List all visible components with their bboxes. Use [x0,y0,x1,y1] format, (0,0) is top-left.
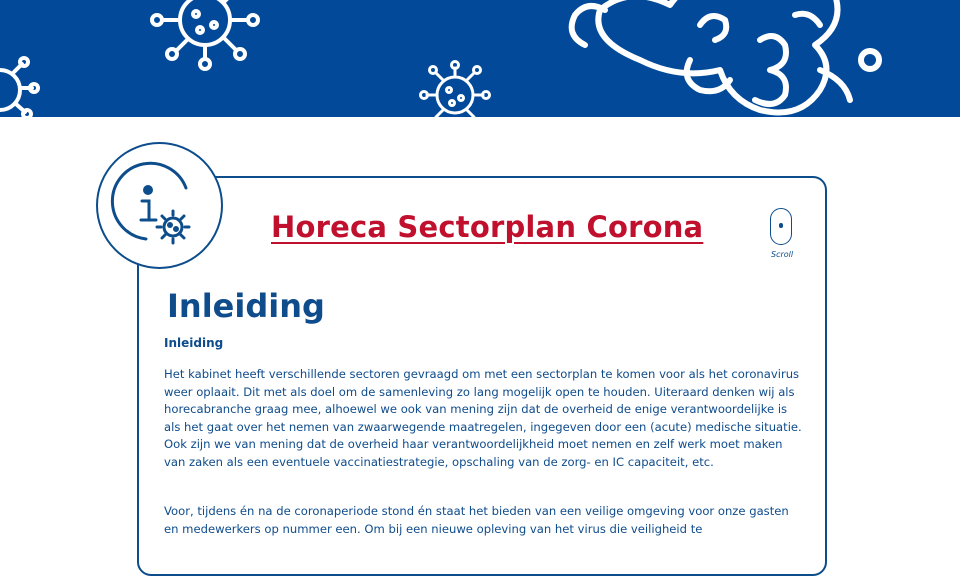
section-heading: Inleiding [167,287,325,325]
info-badge [96,142,223,269]
header-banner [0,0,960,117]
paragraph: Voor, tijdens én na de coronaperiode stond én staat het bieden van een veilige omgeving voor onze gasten en medewerkers op nummer een. Om bij een nieuwe opleving van het virus die veiligheid te [164,504,789,536]
scroll-mouse-icon[interactable] [770,208,792,245]
virus-icon [152,0,258,69]
page-title[interactable]: Horeca Sectorplan Corona [271,210,704,244]
scroll-label: Scroll [771,250,794,259]
info-icon [98,144,223,269]
scroll-dot [779,223,783,228]
virus-pattern [0,0,960,117]
paragraph: Het kabinet heeft verschillende sectoren gevraagd om met een sectorplan te komen voor als het coronavirus weer oplaait. Dit met als doel om de samenleving zo lang mogelijk open te houden. Uiteraard denken wij als horecabranche graag mee, alhoewel we ook van mening zijn dat de overheid de enige verantwoordelijke is als het gaat over het nemen van zwaarwegende maatregelen, ingegeven door een (acute) medische situatie. Ook zijn we van mening dat de overheid haar verantwoordelijkheid moet nemen en zelf werk moet maken van zaken als een eventuele vaccinatiestrategie, opschaling van de zorg- en IC capaciteit, etc. [164,367,802,469]
virus-icon [572,0,879,113]
section-subheading: Inleiding [164,336,224,350]
virus-icon [421,62,490,118]
virus-icon [0,58,38,117]
